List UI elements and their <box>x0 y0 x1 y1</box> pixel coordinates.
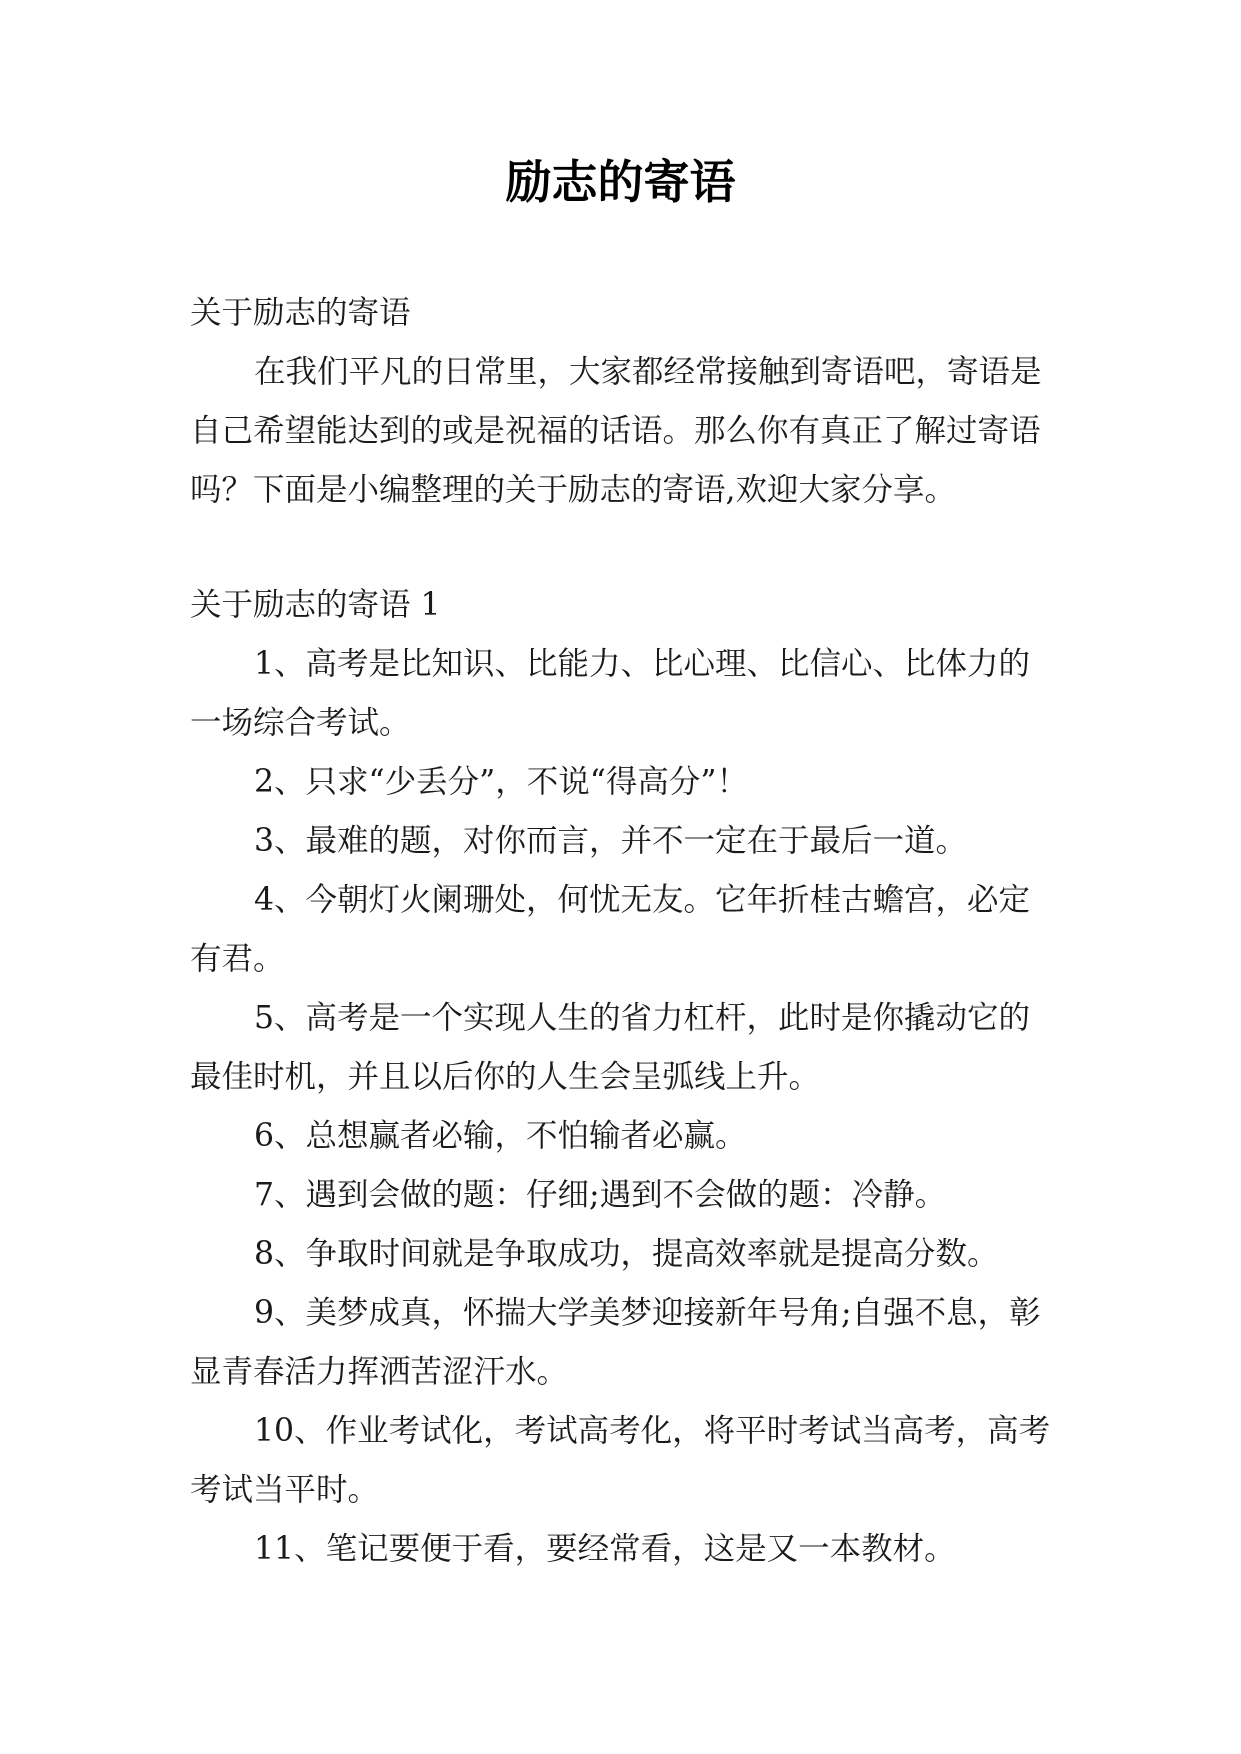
list-item: 5、高考是一个实现人生的省力杠杆，此时是你撬动它的最佳时机，并且以后你的人生会呈弧线上升。 <box>190 1000 1031 1095</box>
document-title: 励志的寄语 <box>505 155 736 209</box>
list-item: 4、今朝灯火阑珊处，何忧无友。它年折桂古蟾宫，必定有君。 <box>190 882 1031 977</box>
section-heading: 关于励志的寄语 1 <box>190 587 441 623</box>
list-item: 9、美梦成真，怀揣大学美梦迎接新年号角;自强不息，彰显青春活力挥洒苦涩汗水。 <box>190 1295 1041 1390</box>
section-block <box>190 576 1052 1579</box>
list-item: 7、遇到会做的题：仔细;遇到不会做的题：冷静。 <box>254 1177 947 1213</box>
list-item: 8、争取时间就是争取成功，提高效率就是提高分数。 <box>254 1236 999 1272</box>
list-item: 11、笔记要便于看，要经常看，这是又一本教材。 <box>254 1531 956 1567</box>
list-item: 3、最难的题，对你而言，并不一定在于最后一道。 <box>254 823 968 859</box>
list-item: 10、作业考试化，考试高考化，将平时考试当高考，高考考试当平时。 <box>190 1413 1051 1508</box>
intro-heading: 关于励志的寄语 <box>190 295 411 331</box>
list-item: 2、只求“少丢分”，不说“得高分”！ <box>254 764 748 800</box>
intro-paragraph: 在我们平凡的日常里，大家都经常接触到寄语吧，寄语是自己希望能达到的或是祝福的话语。那么你有真正了解过寄语吗？下面是小编整理的关于励志的寄语,欢迎大家分享。 <box>190 354 1042 508</box>
list-item: 1、高考是比知识、比能力、比心理、比信心、比体力的一场综合考试。 <box>190 646 1031 741</box>
intro-block <box>190 284 1052 520</box>
list-item: 6、总想赢者必输，不怕输者必赢。 <box>254 1118 747 1154</box>
